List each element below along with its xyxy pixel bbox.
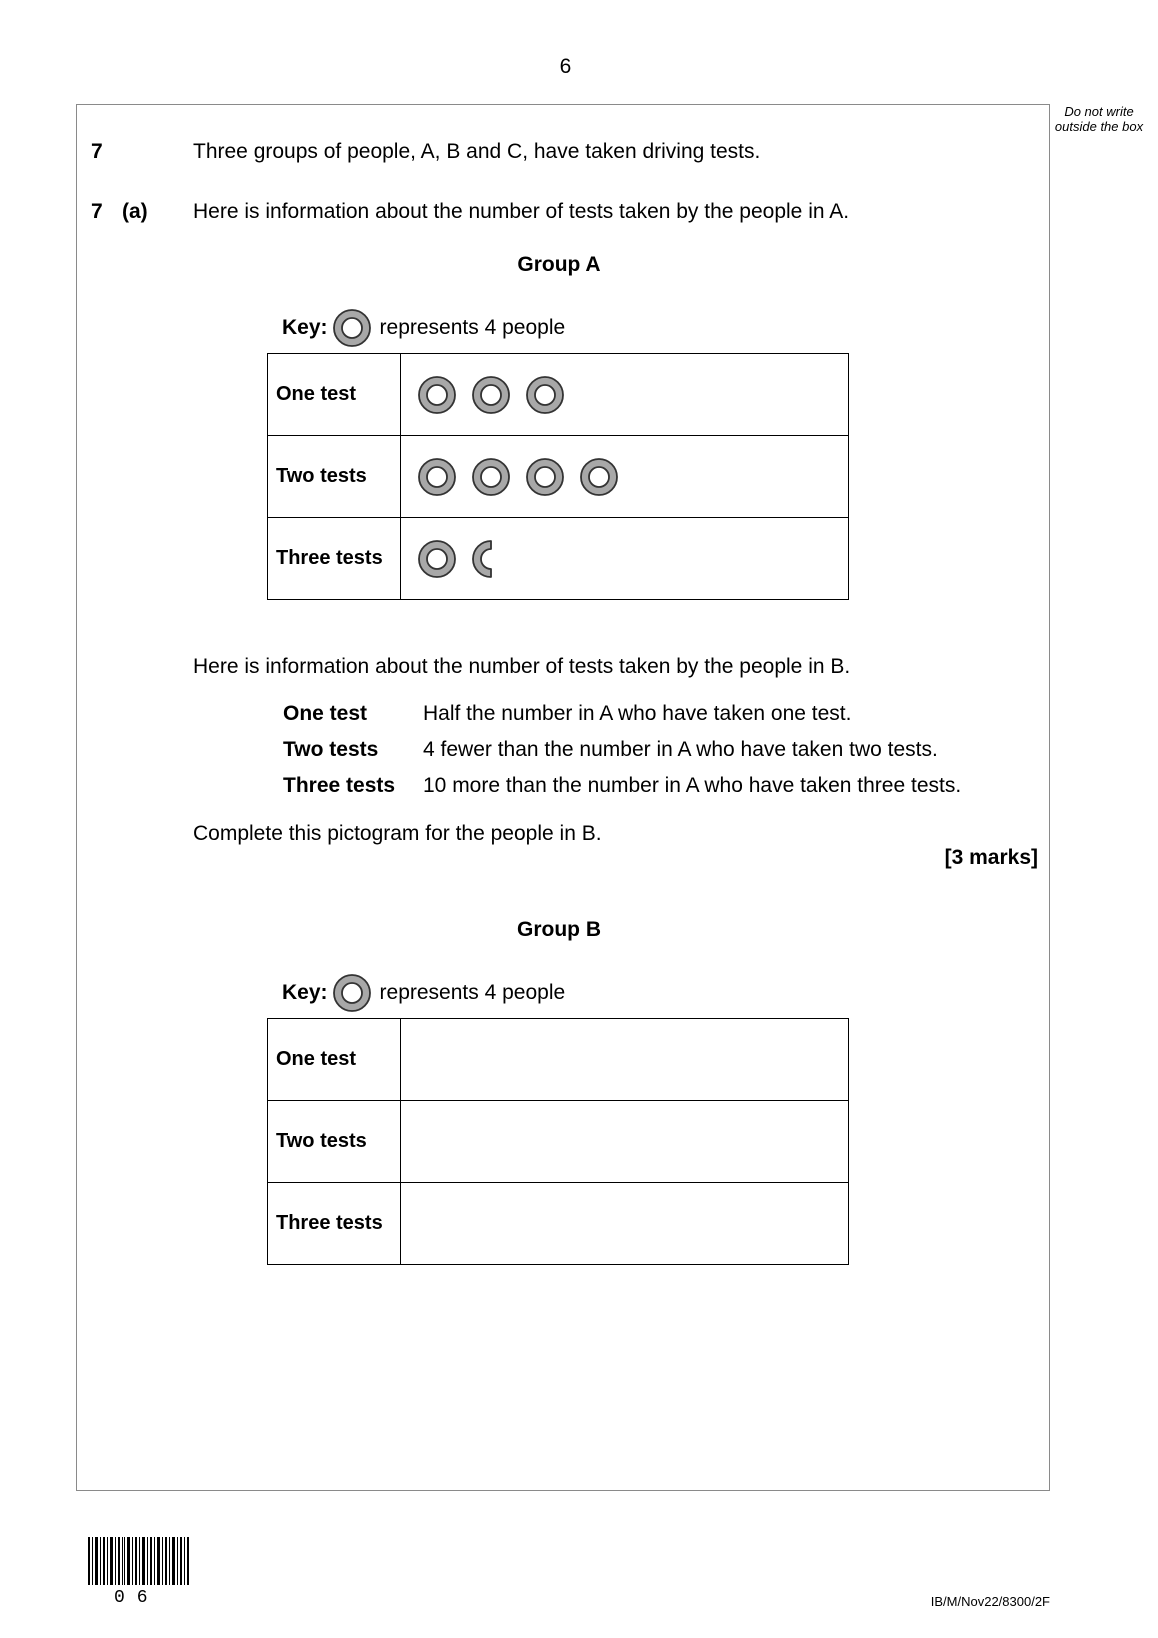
answer-cell-two-tests[interactable] <box>401 1101 849 1183</box>
key-text: represents 4 people <box>379 316 566 339</box>
pictogram-row <box>268 518 849 600</box>
row-label-one-test: One test <box>268 1019 401 1101</box>
pictogram-row <box>268 436 849 518</box>
row-label-one-test: One test <box>268 354 401 436</box>
symbol-cell <box>401 436 849 518</box>
symbol-cell <box>401 354 849 436</box>
info-term: One test <box>283 702 368 725</box>
info-desc: 10 more than the number in A who have taken three tests. <box>423 774 962 797</box>
group-a-key <box>282 308 565 348</box>
circle-symbol-icon <box>417 375 457 415</box>
circle-symbol-icon <box>417 457 457 497</box>
symbols-two-tests <box>417 457 848 497</box>
answer-cell-one-test[interactable] <box>401 1019 849 1101</box>
pictogram-row <box>268 1019 849 1101</box>
question-number: 7 <box>91 140 103 163</box>
circle-symbol-icon <box>579 457 619 497</box>
key-label: Key: <box>282 981 328 1004</box>
info-row-one-test <box>283 702 851 726</box>
part-a-number: 7 <box>91 200 103 223</box>
answer-cell-three-tests[interactable] <box>401 1183 849 1265</box>
key-text: represents 4 people <box>379 981 566 1004</box>
pictogram-row <box>268 354 849 436</box>
group-a-pictogram <box>267 353 849 600</box>
info-row-two-tests <box>283 738 938 762</box>
barcode-icon <box>88 1537 192 1585</box>
symbols-three-tests <box>417 539 848 579</box>
footer-code: IB/M/Nov22/8300/2F <box>930 1594 1050 1609</box>
part-a-text: Here is information about the number of tests taken by the people in A. <box>193 200 850 223</box>
circle-symbol-icon <box>525 457 565 497</box>
key-circle-icon <box>332 973 372 1013</box>
row-label-two-tests: Two tests <box>268 1101 401 1183</box>
half-circle-symbol-icon <box>471 539 493 579</box>
info-desc: Half the number in A who have taken one test. <box>423 702 852 725</box>
key-circle-icon <box>332 308 372 348</box>
margin-note: Do not write outside the box <box>1054 104 1144 134</box>
symbol-cell <box>401 518 849 600</box>
question-intro: Three groups of people, A, B and C, have taken driving tests. <box>193 140 761 163</box>
group-b-pictogram <box>267 1018 849 1265</box>
row-label-two-tests: Two tests <box>268 436 401 518</box>
group-a-title: Group A <box>517 253 601 276</box>
symbols-one-test <box>417 375 848 415</box>
group-b-key <box>282 973 565 1013</box>
group-b-info-intro: Here is information about the number of tests taken by the people in B. <box>193 655 851 678</box>
circle-symbol-icon <box>417 539 457 579</box>
info-term: Three tests <box>283 774 396 797</box>
instruction: Complete this pictogram for the people in B. <box>193 822 602 845</box>
row-label-three-tests: Three tests <box>268 518 401 600</box>
pictogram-row <box>268 1183 849 1265</box>
group-b-title: Group B <box>517 918 601 941</box>
circle-symbol-icon <box>471 457 511 497</box>
page-number: 6 <box>559 55 572 78</box>
circle-symbol-icon <box>471 375 511 415</box>
row-label-three-tests: Three tests <box>268 1183 401 1265</box>
marks: [3 marks] <box>944 846 1038 869</box>
info-term: Two tests <box>283 738 379 761</box>
key-label: Key: <box>282 316 328 339</box>
pictogram-row <box>268 1101 849 1183</box>
info-row-three-tests <box>283 774 961 798</box>
info-desc: 4 fewer than the number in A who have taken two tests. <box>423 738 938 761</box>
part-a-label: (a) <box>122 200 148 223</box>
circle-symbol-icon <box>525 375 565 415</box>
barcode-digits: 06 <box>114 1588 160 1608</box>
